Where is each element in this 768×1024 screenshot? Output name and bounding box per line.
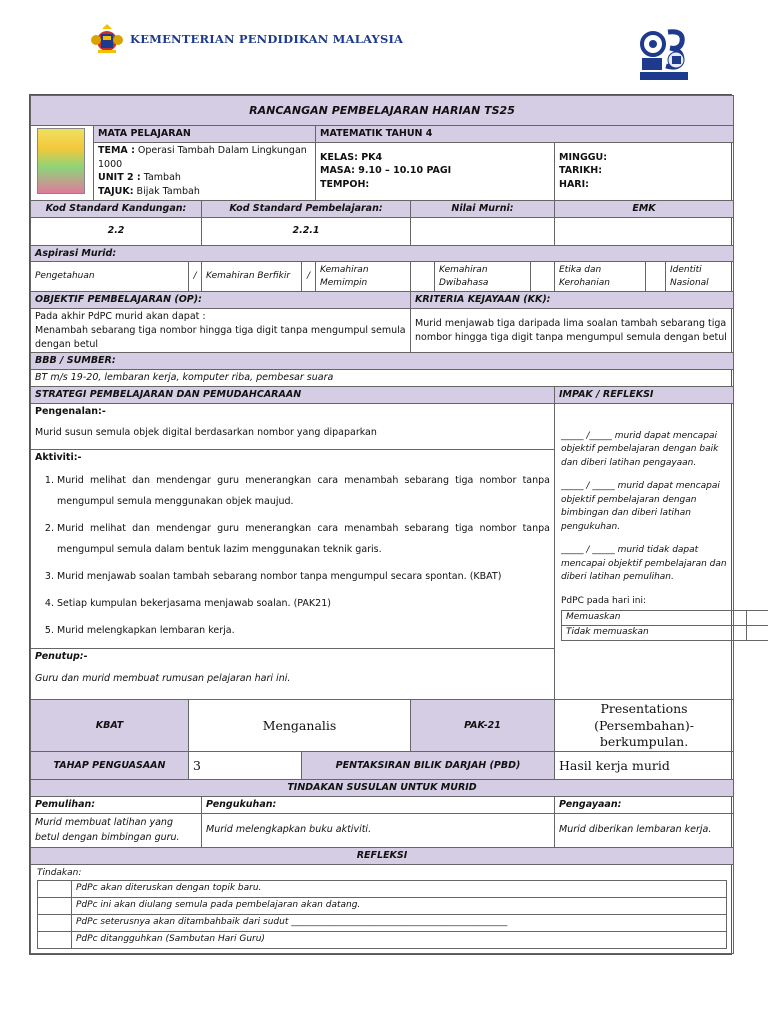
nilai-murni-value (411, 217, 555, 245)
page-header (90, 22, 403, 56)
pengenalan-label: Pengenalan:- (35, 405, 106, 417)
aktiviti-label: Aktiviti:- (35, 451, 82, 463)
objektif-label: OBJEKTIF PEMBELAJARAN (OP): (31, 292, 411, 309)
aspirasi-item: Pengetahuan (31, 262, 189, 292)
topic-cell: TEMA : Operasi Tambah Dalam Lingkungan 1000 UNIT 2 : Tambah TAJUK: Bijak Tambah (94, 142, 316, 200)
list-item: 5. Murid melengkapkan lembaran kerja. (57, 620, 550, 641)
pengenalan-text: Murid susun semula objek digital berdasarkan nombor yang dipaparkan (35, 427, 377, 439)
objektif-text: Pada akhir PdPC murid akan dapat : Menambah sebarang tiga nombor hingga tiga digit tanpa mengumpul semula dengan betul (31, 309, 411, 353)
class-info: KELAS: PK4 MASA: 9.10 – 10.10 PAGI TEMPOH: (316, 142, 555, 200)
aspirasi-mark (646, 262, 666, 292)
bbm-label: BBB / SUMBER: (31, 353, 734, 370)
strategi-label: STRATEGI PEMBELAJARAN DAN PEMUDAHCARAAN (31, 386, 555, 403)
refleksi-item: PdPc ini akan diulang semula pada pembelajaran akan datang. (72, 897, 727, 914)
penutup-label: Penutup:- (35, 651, 88, 663)
aktiviti-list (35, 470, 550, 641)
refleksi-label: REFLEKSI (31, 847, 734, 864)
pemulihan-text: Murid membuat latihan yang betul dengan bimbingan guru. (31, 813, 202, 847)
tindakan-label: TINDAKAN SUSULAN UNTUK MURID (31, 780, 734, 797)
page-title: RANCANGAN PEMBELAJARAN HARIAN TS25 (31, 96, 734, 126)
coat-of-arms-icon (90, 23, 124, 55)
list-item: 2. Murid melihat dan mendengar guru menerangkan cara menambah sebarang tiga nombor tanpa mengumpul semula dalam bentuk lazim menggunakan teknik garis. (57, 518, 550, 560)
emk-label: EMK (555, 200, 734, 217)
emk-value (555, 217, 734, 245)
penutup-text: Guru dan murid membuat rumusan pelajaran hari ini. (35, 673, 291, 685)
pemulihan-label: Pemulihan: (31, 797, 202, 814)
kriteria-label: KRITERIA KEJAYAAN (KK): (411, 292, 734, 309)
standard-pembelajaran-label: Kod Standard Pembelajaran: (202, 200, 411, 217)
subject-value: MATEMATIK TAHUN 4 (316, 126, 734, 143)
aspirasi-item: Kemahiran Berfikir (202, 262, 302, 292)
pak21-value: Presentations (Persembahan)- berkumpulan. (555, 700, 734, 752)
kbat-label: KBAT (31, 700, 189, 752)
pdpc-options (561, 610, 768, 641)
ts25-logo-icon (638, 24, 690, 84)
standard-kandungan-label: Kod Standard Kandungan: (31, 200, 202, 217)
aspirasi-item: Identiti Nasional (666, 262, 734, 292)
option-box[interactable] (747, 626, 768, 641)
pbd-value: Hasil kerja murid (555, 752, 734, 780)
aspirasi-row (31, 262, 734, 292)
week-info: MINGGU: TARIKH: HARI: (555, 142, 734, 200)
standard-kandungan-value: 2.2 (31, 217, 202, 245)
tahap-value: 3 (189, 752, 302, 780)
impak-label: IMPAK / REFLEKSI (555, 386, 734, 403)
check-box[interactable] (38, 880, 72, 897)
pengukuhan-label: Pengukuhan: (202, 797, 555, 814)
kriteria-text: Murid menjawab tiga daripada lima soalan tambah sebarang tiga nombor hingga tiga digit tanpa mengumpul semula dengan betul (411, 309, 734, 353)
option-tidak-memuaskan: Tidak memuaskan (562, 626, 747, 641)
standard-pembelajaran-value: 2.2.1 (202, 217, 411, 245)
check-box[interactable] (38, 897, 72, 914)
refleksi-item: PdPc seterusnya akan ditambahbaik dari sudut ________________________________________________ (72, 914, 727, 931)
ministry-name: KEMENTERIAN PENDIDIKAN MALAYSIA (130, 32, 404, 46)
aspirasi-mark: / (302, 262, 316, 292)
option-memuaskan: Memuaskan (562, 611, 747, 626)
list-item: 1. Murid melihat dan mendengar guru menerangkan cara menambah sebarang tiga nombor tanpa mengumpul semula menggunakan objek maujud. (57, 470, 550, 512)
list-item: 3. Murid menjawab soalan tambah sebarang nombor tanpa mengumpul secara spontan. (KBAT) (57, 566, 550, 587)
strategi-content (31, 403, 555, 700)
impak-item: _____ / _____ murid tidak dapat mencapai objektif pembelajaran dan diberi latihan pemulihan. (561, 545, 727, 583)
impak-item: _____ /_____ murid dapat mencapai objektif pembelajaran dengan baik dan diberi latihan pengayaan. (561, 430, 719, 468)
aspirasi-item: Etika dan Kerohanian (555, 262, 646, 292)
nilai-murni-label: Nilai Murni: (411, 200, 555, 217)
aspirasi-mark (531, 262, 555, 292)
pengukuhan-text: Murid melengkapkan buku aktiviti. (202, 813, 555, 847)
pengayaan-label: Pengayaan: (555, 797, 734, 814)
lesson-plan-form (29, 94, 732, 955)
tindakan-sub-label: Tindakan: (37, 867, 82, 878)
pbd-label: PENTAKSIRAN BILIK DARJAH (PBD) (302, 752, 555, 780)
aspirasi-item: Kemahiran Memimpin (316, 262, 411, 292)
kbat-value: Menganalis (189, 700, 411, 752)
subject-label: MATA PELAJARAN (94, 126, 316, 143)
bbm-text: BT m/s 19-20, lembaran kerja, komputer riba, pembesar suara (31, 370, 734, 387)
impak-content (555, 403, 734, 700)
aspirasi-mark (411, 262, 435, 292)
check-box[interactable] (38, 931, 72, 948)
tahap-label: TAHAP PENGUASAAN (31, 752, 189, 780)
list-item: 4. Setiap kumpulan bekerjasama menjawab soalan. (PAK21) (57, 593, 550, 614)
check-box[interactable] (38, 914, 72, 931)
pak21-label: PAK-21 (411, 700, 555, 752)
aspirasi-item: Kemahiran Dwibahasa (435, 262, 531, 292)
aspirasi-label: Aspirasi Murid: (31, 245, 734, 262)
textbook-cover (31, 126, 94, 201)
aspirasi-mark: / (189, 262, 202, 292)
refleksi-content (31, 864, 734, 953)
pengayaan-text: Murid diberikan lembaran kerja. (555, 813, 734, 847)
refleksi-item: PdPc akan diteruskan dengan topik baru. (72, 880, 727, 897)
refleksi-item: PdPc ditangguhkan (Sambutan Hari Guru) (72, 931, 727, 948)
pdpc-label: PdPC pada hari ini: (561, 595, 647, 606)
refleksi-options (37, 880, 727, 949)
option-box[interactable] (747, 611, 768, 626)
impak-item: _____ / _____ murid dapat mencapai objektif pembelajaran dengan bimbingan dan diberi latihan pengukuhan. (561, 481, 720, 532)
